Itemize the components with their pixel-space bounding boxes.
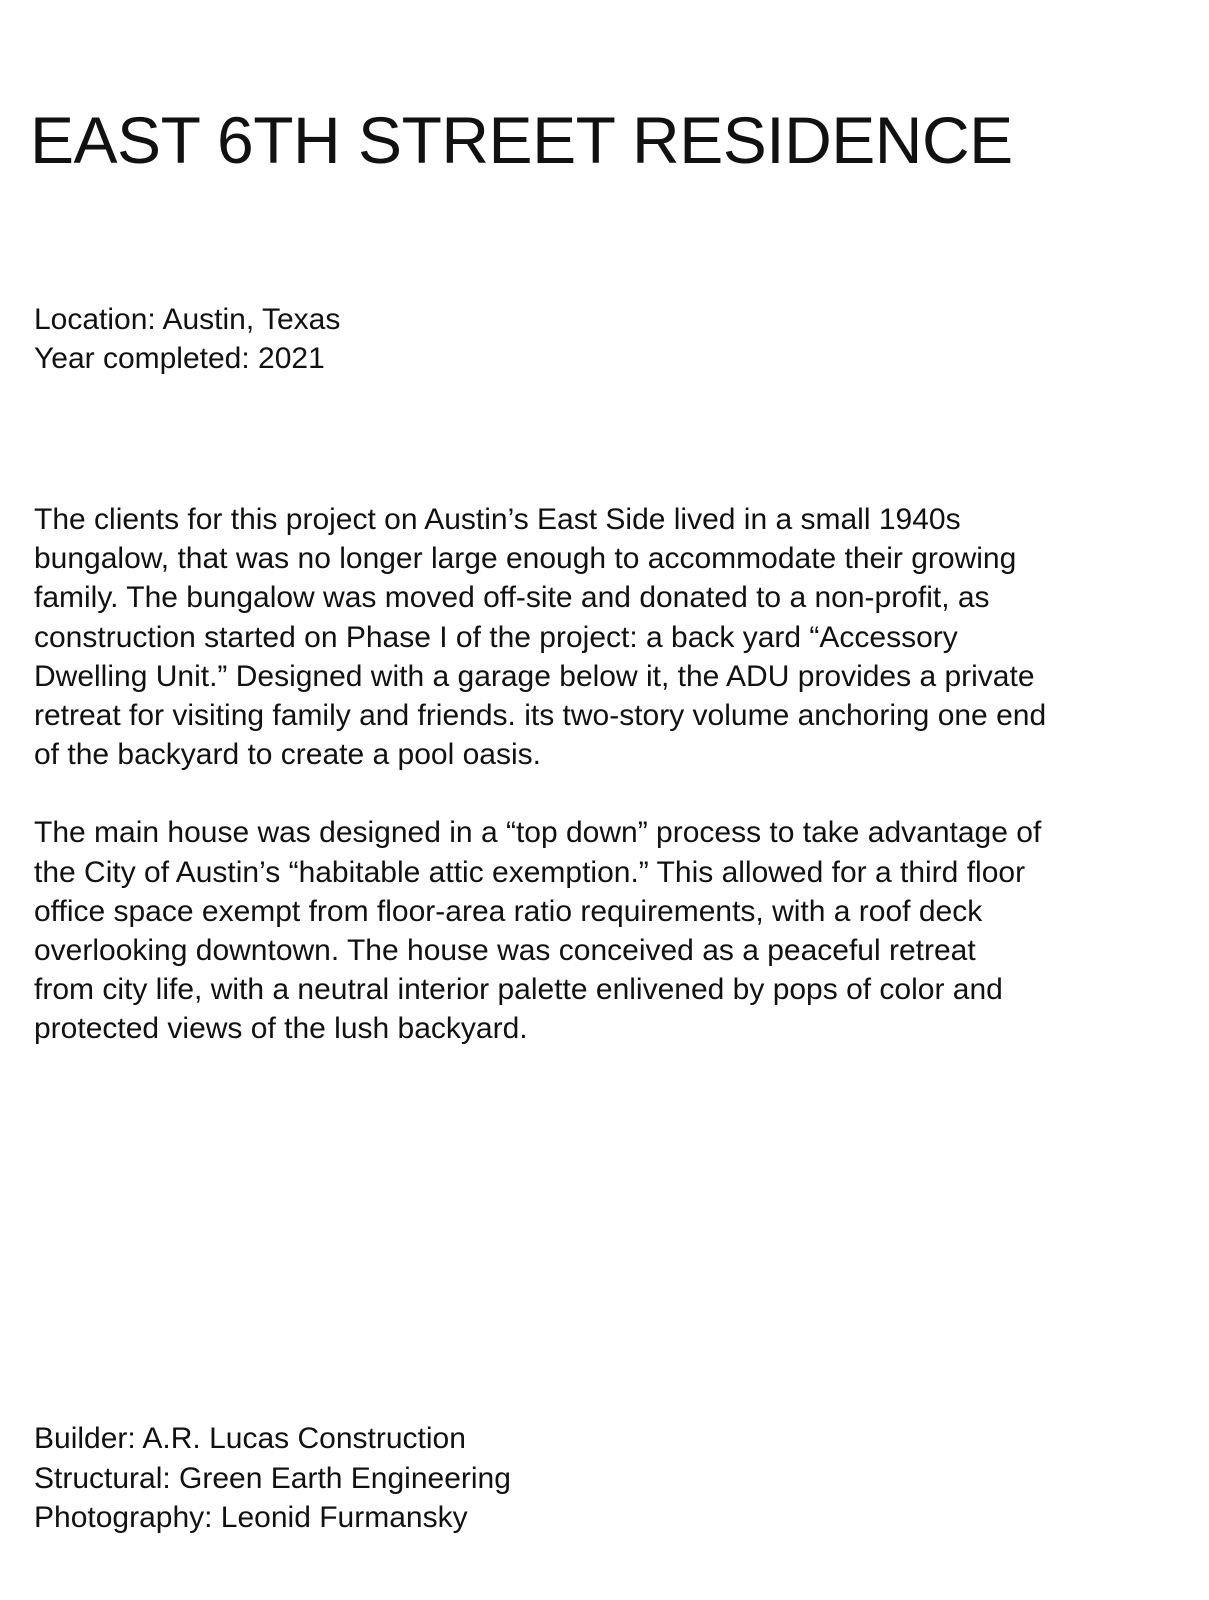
text-line: The main house was designed in a “top down” process to take advantage of bbox=[34, 816, 1042, 850]
text-line: Dwelling Unit.” Designed with a garage below it, the ADU provides a private bbox=[34, 659, 1035, 693]
text-line: overlooking downtown. The house was conceived as a peaceful retreat bbox=[34, 934, 976, 968]
project-description bbox=[34, 500, 1134, 1049]
builder-credit: Builder: A.R. Lucas Construction bbox=[34, 1422, 466, 1455]
text-line: of the backyard to create a pool oasis. bbox=[34, 738, 541, 772]
description-paragraph-1 bbox=[34, 500, 1134, 774]
text-line: protected views of the lush backyard. bbox=[34, 1012, 528, 1046]
text-line: from city life, with a neutral interior palette enlivened by pops of color and bbox=[34, 973, 1003, 1007]
photography-credit: Photography: Leonid Furmansky bbox=[34, 1501, 468, 1534]
text-line: the City of Austin’s “habitable attic exemption.” This allowed for a third floor bbox=[34, 855, 1026, 889]
text-line: construction started on Phase I of the project: a back yard “Accessory bbox=[34, 620, 958, 654]
description-paragraph-2 bbox=[34, 813, 1134, 1048]
page-title: EAST 6TH STREET RESIDENCE bbox=[30, 103, 1013, 177]
project-meta bbox=[34, 300, 340, 378]
text-line: The clients for this project on Austin’s East Side lived in a small 1940s bbox=[34, 503, 961, 536]
text-line: retreat for visiting family and friends. its two-story volume anchoring one end bbox=[34, 699, 1047, 733]
location-text: Location: Austin, Texas bbox=[34, 303, 341, 336]
structural-credit: Structural: Green Earth Engineering bbox=[34, 1461, 511, 1495]
text-line: office space exempt from floor-area ratio requirements, with a roof deck bbox=[34, 894, 983, 928]
project-credits bbox=[34, 1419, 511, 1538]
year-completed-text: Year completed: 2021 bbox=[34, 342, 325, 375]
text-line: family. The bungalow was moved off-site and donated to a non-profit, as bbox=[34, 581, 990, 615]
text-line: bungalow, that was no longer large enough to accommodate their growing bbox=[34, 542, 1017, 576]
